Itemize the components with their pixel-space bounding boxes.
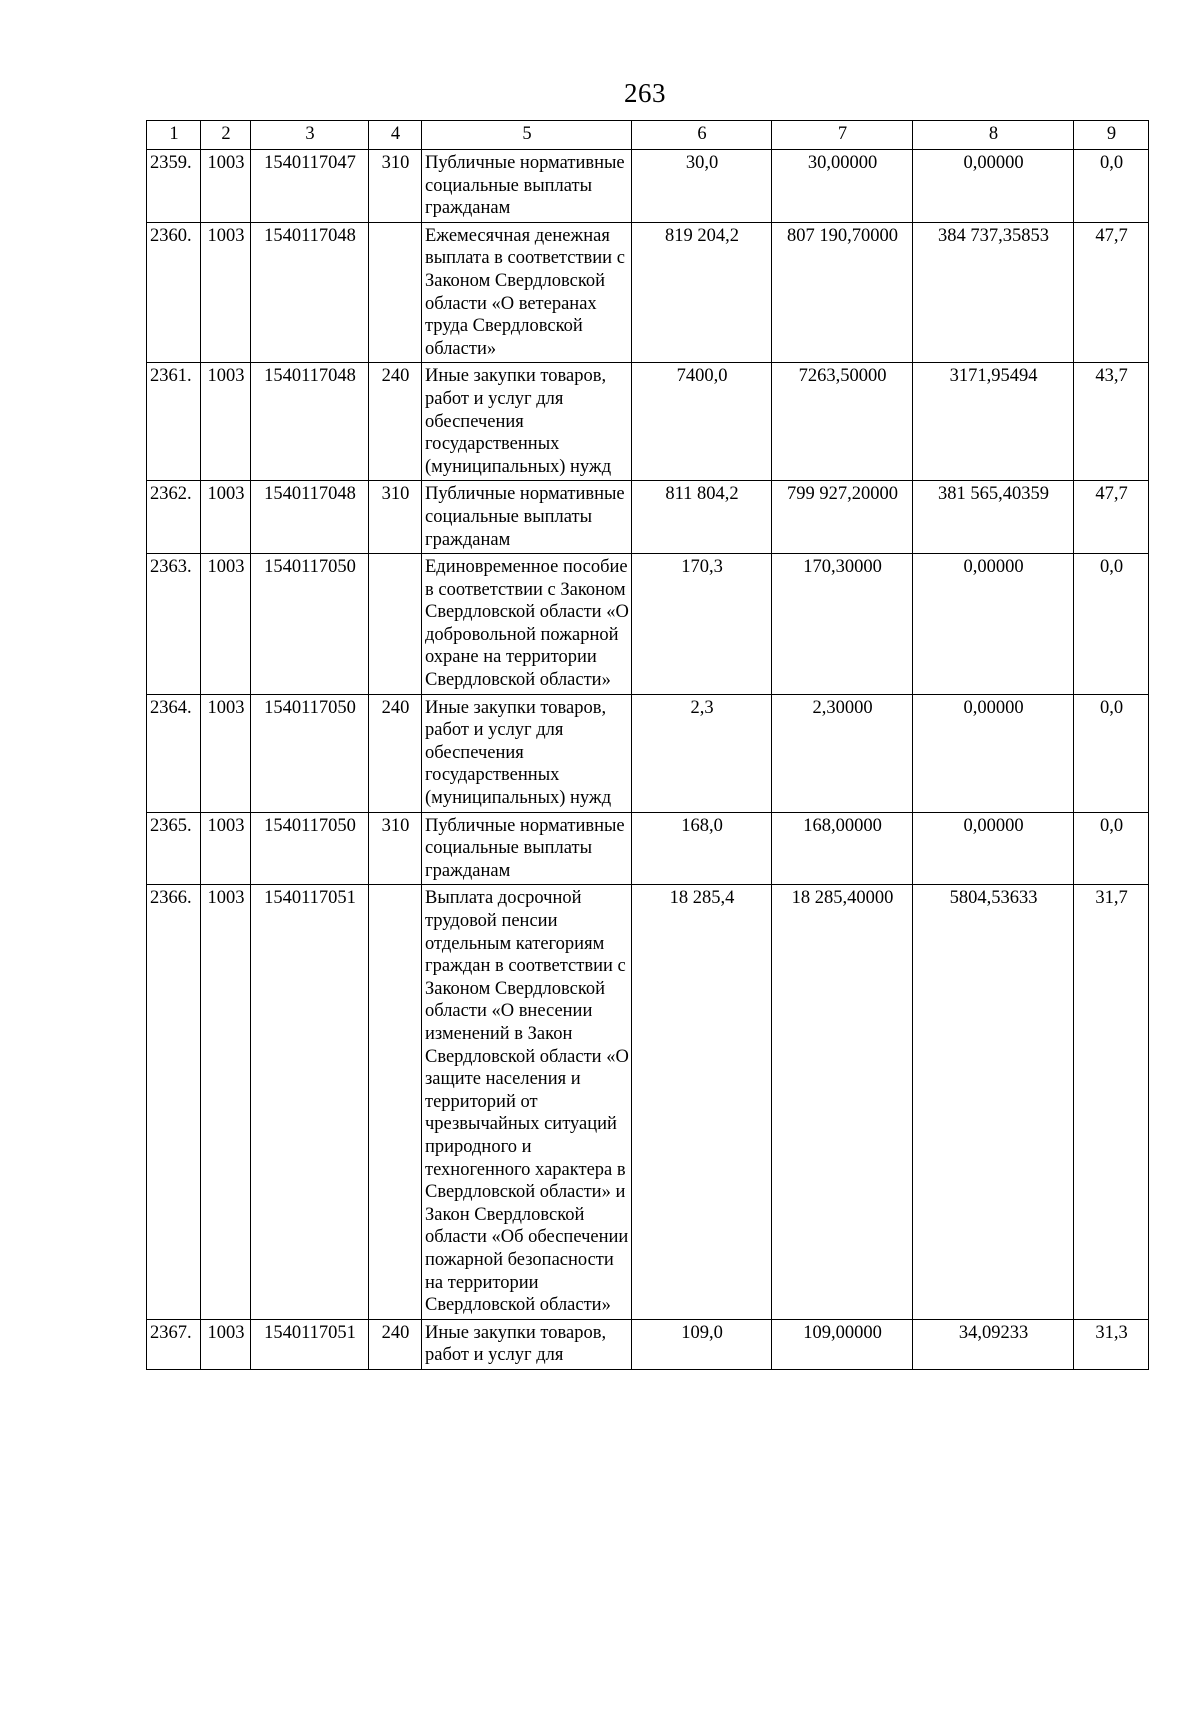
item-name: Иные закупки товаров, работ и услуг для обеспечения государственных (муниципальных) нужд — [422, 694, 632, 812]
row-number: 2365. — [147, 812, 201, 885]
item-name: Ежемесячная денежная выплата в соответствии с Законом Свердловской области «О ветеранах труда Свердловской области» — [422, 222, 632, 363]
section-code: 1003 — [201, 1319, 251, 1369]
amount-col7: 168,00000 — [772, 812, 913, 885]
item-name: Публичные нормативные социальные выплаты гражданам — [422, 481, 632, 554]
amount-col6: 18 285,4 — [632, 885, 772, 1319]
item-name: Иные закупки товаров, работ и услуг для — [422, 1319, 632, 1369]
percent-col9: 0,0 — [1074, 812, 1149, 885]
header-cell: 7 — [772, 121, 913, 150]
item-name: Выплата досрочной трудовой пенсии отдельным категориям граждан в соответствии с Законом Свердловской области «О внесении изменений в Закон Свердловской области «О защите населения и территорий от чрезвычайных ситуаций природного и техногенного характера в Свердловской области» и Закон Свердловской области «Об обеспечении пожарной безопасности на территории Свердловской области» — [422, 885, 632, 1319]
amount-col8: 0,00000 — [913, 150, 1074, 223]
target-article-code: 1540117048 — [251, 363, 369, 481]
row-number: 2367. — [147, 1319, 201, 1369]
expense-type-code: 240 — [369, 1319, 422, 1369]
expense-type-code — [369, 554, 422, 695]
amount-col7: 7263,50000 — [772, 363, 913, 481]
amount-col7: 170,30000 — [772, 554, 913, 695]
target-article-code: 1540117048 — [251, 481, 369, 554]
target-article-code: 1540117051 — [251, 885, 369, 1319]
amount-col6: 2,3 — [632, 694, 772, 812]
row-number: 2366. — [147, 885, 201, 1319]
target-article-code: 1540117048 — [251, 222, 369, 363]
amount-col8: 0,00000 — [913, 812, 1074, 885]
amount-col8: 5804,53633 — [913, 885, 1074, 1319]
section-code: 1003 — [201, 554, 251, 695]
expense-type-code: 310 — [369, 150, 422, 223]
section-code: 1003 — [201, 885, 251, 1319]
amount-col8: 0,00000 — [913, 554, 1074, 695]
section-code: 1003 — [201, 222, 251, 363]
table-row — [147, 554, 1149, 695]
budget-table — [146, 120, 1149, 1370]
header-cell: 4 — [369, 121, 422, 150]
amount-col8: 381 565,40359 — [913, 481, 1074, 554]
target-article-code: 1540117050 — [251, 554, 369, 695]
header-cell: 1 — [147, 121, 201, 150]
percent-col9: 31,3 — [1074, 1319, 1149, 1369]
section-code: 1003 — [201, 150, 251, 223]
row-number: 2361. — [147, 363, 201, 481]
item-name: Публичные нормативные социальные выплаты гражданам — [422, 812, 632, 885]
target-article-code: 1540117051 — [251, 1319, 369, 1369]
item-name: Публичные нормативные социальные выплаты гражданам — [422, 150, 632, 223]
amount-col6: 819 204,2 — [632, 222, 772, 363]
table-row — [147, 363, 1149, 481]
expense-type-code: 240 — [369, 694, 422, 812]
amount-col7: 109,00000 — [772, 1319, 913, 1369]
header-cell: 3 — [251, 121, 369, 150]
table-row — [147, 481, 1149, 554]
amount-col7: 2,30000 — [772, 694, 913, 812]
expense-type-code: 310 — [369, 481, 422, 554]
amount-col6: 811 804,2 — [632, 481, 772, 554]
amount-col6: 7400,0 — [632, 363, 772, 481]
percent-col9: 47,7 — [1074, 222, 1149, 363]
header-cell: 6 — [632, 121, 772, 150]
amount-col6: 170,3 — [632, 554, 772, 695]
table-row — [147, 812, 1149, 885]
amount-col7: 807 190,70000 — [772, 222, 913, 363]
amount-col6: 168,0 — [632, 812, 772, 885]
section-code: 1003 — [201, 812, 251, 885]
percent-col9: 0,0 — [1074, 554, 1149, 695]
table-row — [147, 222, 1149, 363]
amount-col7: 30,00000 — [772, 150, 913, 223]
section-code: 1003 — [201, 481, 251, 554]
target-article-code: 1540117050 — [251, 694, 369, 812]
percent-col9: 43,7 — [1074, 363, 1149, 481]
row-number: 2360. — [147, 222, 201, 363]
expense-type-code — [369, 885, 422, 1319]
row-number: 2359. — [147, 150, 201, 223]
percent-col9: 31,7 — [1074, 885, 1149, 1319]
expense-type-code: 310 — [369, 812, 422, 885]
target-article-code: 1540117050 — [251, 812, 369, 885]
row-number: 2363. — [147, 554, 201, 695]
expense-type-code — [369, 222, 422, 363]
item-name: Иные закупки товаров, работ и услуг для обеспечения государственных (муниципальных) нужд — [422, 363, 632, 481]
percent-col9: 0,0 — [1074, 694, 1149, 812]
amount-col7: 799 927,20000 — [772, 481, 913, 554]
section-code: 1003 — [201, 363, 251, 481]
header-cell: 5 — [422, 121, 632, 150]
amount-col8: 3171,95494 — [913, 363, 1074, 481]
amount-col6: 30,0 — [632, 150, 772, 223]
amount-col8: 34,09233 — [913, 1319, 1074, 1369]
row-number: 2364. — [147, 694, 201, 812]
item-name: Единовременное пособие в соответствии с Законом Свердловской области «О добровольной пожарной охране на территории Свердловской области» — [422, 554, 632, 695]
row-number: 2362. — [147, 481, 201, 554]
header-cell: 8 — [913, 121, 1074, 150]
table-row — [147, 150, 1149, 223]
header-row — [147, 121, 1149, 150]
expense-type-code: 240 — [369, 363, 422, 481]
amount-col8: 384 737,35853 — [913, 222, 1074, 363]
amount-col7: 18 285,40000 — [772, 885, 913, 1319]
section-code: 1003 — [201, 694, 251, 812]
table-row — [147, 694, 1149, 812]
target-article-code: 1540117047 — [251, 150, 369, 223]
table-row — [147, 1319, 1149, 1369]
percent-col9: 0,0 — [1074, 150, 1149, 223]
table-row — [147, 885, 1149, 1319]
header-cell: 9 — [1074, 121, 1149, 150]
header-cell: 2 — [201, 121, 251, 150]
percent-col9: 47,7 — [1074, 481, 1149, 554]
page-number: 263 — [624, 78, 666, 108]
amount-col6: 109,0 — [632, 1319, 772, 1369]
amount-col8: 0,00000 — [913, 694, 1074, 812]
